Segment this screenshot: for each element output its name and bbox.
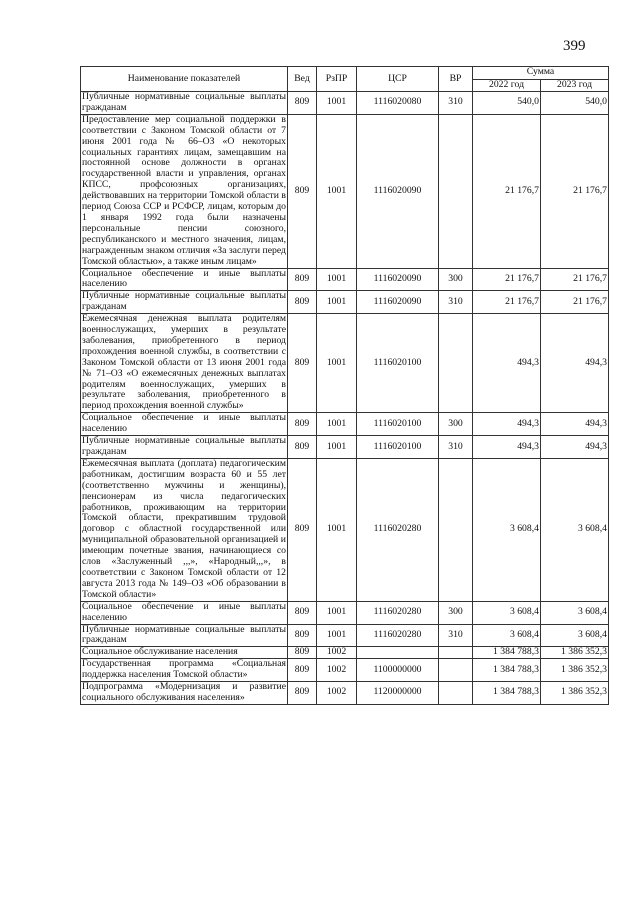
header-vr: ВР: [439, 67, 473, 92]
page-number: 399: [563, 38, 586, 54]
row-name: Публичные нормативные социальные выплаты гражданам: [82, 623, 286, 646]
table-row: [81, 436, 609, 459]
table-row: [81, 268, 609, 291]
row-amount-2023: 3 608,4: [541, 624, 609, 647]
row-ved: 809: [288, 314, 317, 413]
row-vr: [439, 458, 473, 601]
row-csr: [357, 647, 439, 659]
row-csr: 1116020100: [357, 314, 439, 413]
row-amount-2022: 21 176,7: [473, 291, 541, 314]
row-vr: [439, 659, 473, 682]
row-ved: 809: [288, 268, 317, 291]
header-year-2023: 2023 год: [541, 79, 609, 92]
row-amount-2023: 3 608,4: [541, 458, 609, 601]
row-amount-2022: 494,3: [473, 413, 541, 436]
row-amount-2023: 21 176,7: [541, 114, 609, 268]
table-header: [81, 67, 609, 92]
row-csr: 1116020280: [357, 624, 439, 647]
row-vr: [439, 647, 473, 659]
row-csr: 1116020080: [357, 92, 439, 115]
row-csr: 1100000000: [357, 659, 439, 682]
header-sum: Сумма: [473, 67, 609, 80]
row-rzpr: 1002: [317, 659, 357, 682]
row-amount-2023: 1 386 352,3: [541, 659, 609, 682]
row-amount-2023: 1 386 352,3: [541, 647, 609, 659]
row-amount-2022: 494,3: [473, 314, 541, 413]
row-amount-2023: 494,3: [541, 413, 609, 436]
row-amount-2022: 540,0: [473, 92, 541, 115]
row-ved: 809: [288, 92, 317, 115]
row-vr: 310: [439, 436, 473, 459]
table-row: [81, 92, 609, 115]
row-amount-2022: 21 176,7: [473, 114, 541, 268]
table-row: [81, 413, 609, 436]
row-amount-2022: 494,3: [473, 436, 541, 459]
row-vr: 300: [439, 268, 473, 291]
row-ved: 809: [288, 436, 317, 459]
row-ved: 809: [288, 114, 317, 268]
table-row: [81, 659, 609, 682]
row-vr: [439, 314, 473, 413]
table-row: [81, 114, 609, 268]
row-csr: 1116020100: [357, 436, 439, 459]
budget-table: [80, 66, 609, 705]
header-year-2022: 2022 год: [473, 79, 541, 92]
table-row: [81, 458, 609, 601]
row-vr: 300: [439, 601, 473, 624]
header-name: Наименование показателей: [81, 67, 288, 92]
row-csr: 1116020100: [357, 413, 439, 436]
row-rzpr: 1001: [317, 268, 357, 291]
row-rzpr: 1001: [317, 436, 357, 459]
table-body: [81, 92, 609, 705]
row-name: Публичные нормативные социальные выплаты гражданам: [82, 91, 286, 113]
row-name: Социальное обеспечение и иные выплаты населению: [82, 600, 286, 623]
row-rzpr: 1001: [317, 413, 357, 436]
row-name: Государственная программа «Социальная поддержка населения Томской области»: [82, 658, 286, 681]
row-csr: 1116020090: [357, 291, 439, 314]
row-amount-2022: 21 176,7: [473, 268, 541, 291]
row-amount-2023: 494,3: [541, 436, 609, 459]
table-row: [81, 682, 609, 705]
row-vr: 310: [439, 624, 473, 647]
row-vr: 310: [439, 92, 473, 115]
row-amount-2023: 1 386 352,3: [541, 682, 609, 705]
row-rzpr: 1001: [317, 624, 357, 647]
header-rzpr: РзПР: [317, 67, 357, 92]
row-amount-2023: 21 176,7: [541, 291, 609, 314]
row-csr: 1116020280: [357, 601, 439, 624]
row-amount-2022: 1 384 788,3: [473, 682, 541, 705]
row-rzpr: 1001: [317, 601, 357, 624]
row-rzpr: 1001: [317, 314, 357, 413]
row-csr: 1116020090: [357, 268, 439, 291]
row-rzpr: 1001: [317, 291, 357, 314]
row-rzpr: 1001: [317, 114, 357, 268]
row-name: Публичные нормативные социальные выплаты гражданам: [82, 290, 286, 313]
row-rzpr: 1002: [317, 682, 357, 705]
row-name: Социальное обеспечение и иные выплаты населению: [82, 267, 286, 290]
table-row: [81, 601, 609, 624]
row-csr: 1120000000: [357, 682, 439, 705]
row-vr: 300: [439, 413, 473, 436]
row-ved: 809: [288, 601, 317, 624]
row-csr: 1116020090: [357, 114, 439, 268]
row-name: Социальное обеспечение и иные выплаты населению: [82, 412, 286, 435]
table-row: [81, 314, 609, 413]
header-csr: ЦСР: [357, 67, 439, 92]
row-ved: 809: [288, 647, 317, 659]
row-ved: 809: [288, 291, 317, 314]
row-name: Публичные нормативные социальные выплаты гражданам: [82, 435, 286, 457]
row-ved: 809: [288, 458, 317, 601]
row-rzpr: 1002: [317, 647, 357, 659]
row-ved: 809: [288, 413, 317, 436]
row-amount-2022: 1 384 788,3: [473, 659, 541, 682]
row-amount-2023: 494,3: [541, 314, 609, 413]
row-rzpr: 1001: [317, 458, 357, 601]
row-ved: 809: [288, 682, 317, 705]
header-ved: Вед: [288, 67, 317, 92]
row-amount-2022: 1 384 788,3: [473, 647, 541, 659]
row-name: Подпрограмма «Модернизация и развитие социального обслуживания населения»: [82, 681, 286, 703]
row-name: Предоставление мер социальной поддержки в соответствии с Законом Томской области от 7 июня 2001 года № 66–ОЗ «О некоторых социальных гарантиях лицам, замещавшим на постоянной основе должности в органах государственной власти и управления, органах КПСС, профсоюзных организациях, действовавших на территории Томской области в период Союза ССР и РСФСР, лицам, которым до 1 января 1992 года были назначены персональные пенсии союзного, республиканского и местного значения, лицам, награжденным знаком отличия «За заслуги перед Томской областью», а также иным лицам»: [82, 113, 286, 267]
row-vr: 310: [439, 291, 473, 314]
row-ved: 809: [288, 659, 317, 682]
row-amount-2022: 3 608,4: [473, 601, 541, 624]
row-rzpr: 1001: [317, 92, 357, 115]
row-ved: 809: [288, 624, 317, 647]
row-amount-2022: 3 608,4: [473, 624, 541, 647]
table-row: [81, 647, 609, 659]
table-row: [81, 624, 609, 647]
row-amount-2023: 21 176,7: [541, 268, 609, 291]
row-name: Социальное обслуживание населения: [81, 647, 288, 659]
row-amount-2023: 3 608,4: [541, 601, 609, 624]
row-amount-2022: 3 608,4: [473, 458, 541, 601]
row-name: Ежемесячная выплата (доплата) педагогическим работникам, достигшим возраста 60 и 55 лет (соответственно мужчины и женщины), пенсионерам из числа педагогических работников, проживающим на территории Томской области, прекратившим трудовой договор с областной государственной или муниципальной образовательной организацией и имеющим почетные звания, начинающиеся со слов «Заслуженный ,,,», «Народный,,,», в соответствии с Законом Томской области от 12 августа 2013 года № 149–ОЗ «Об образовании в Томской области»: [82, 457, 286, 600]
row-vr: [439, 682, 473, 705]
table-row: [81, 291, 609, 314]
row-amount-2023: 540,0: [541, 92, 609, 115]
row-csr: 1116020280: [357, 458, 439, 601]
row-vr: [439, 114, 473, 268]
row-name: Ежемесячная денежная выплата родителям военнослужащих, умерших в результате заболевания, приобретенного в период прохождения военной службы, в соответствии с Законом Томской области от 13 июня 2001 года № 71–ОЗ «О ежемесячных денежных выплатах родителям военнослужащих, умерших в результате заболевания, приобретенного в период прохождения военной службы»: [82, 313, 286, 412]
